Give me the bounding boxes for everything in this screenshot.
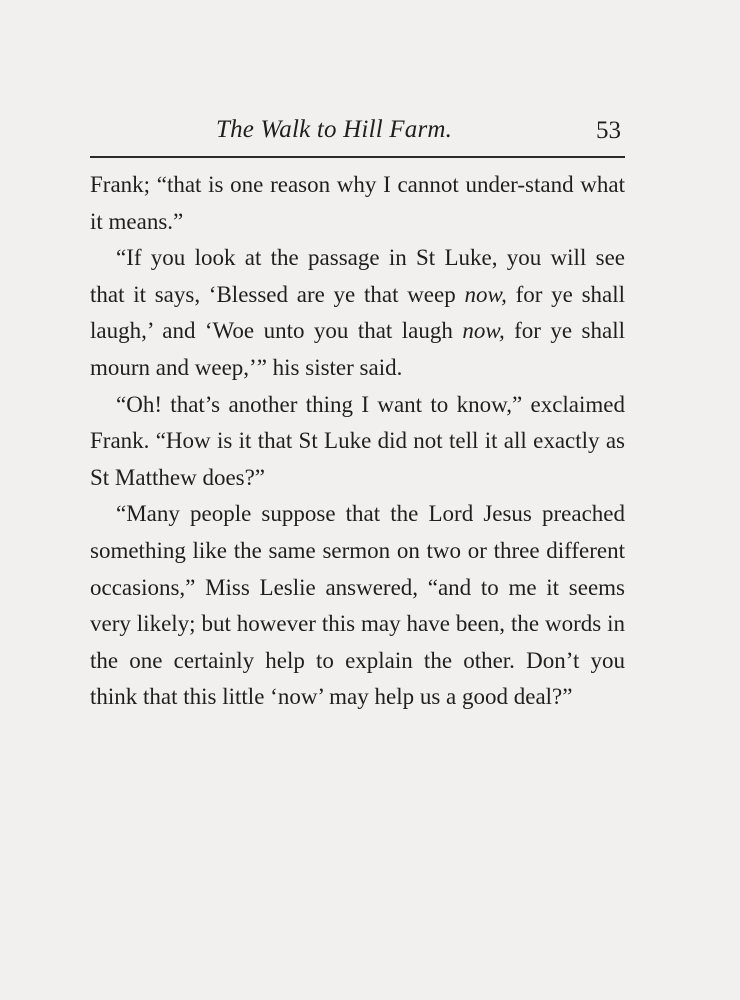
paragraph-3: “Oh! that’s another thing I want to know,” exclaimed Frank. “How is it that St Luke did not tell it all exactly as St Matthew does?” — [90, 391, 625, 490]
paragraph-2-part-b: for ye shall laugh,’ and ‘Woe unto you that laugh — [90, 281, 626, 344]
running-head — [90, 113, 625, 153]
paragraph-4: “Many people suppose that the Lord Jesus preached something like the same sermon on two or three different occasions,” Miss Leslie answered, “and to me it seems very likely; but however this may have been, the words in the one certainly help to explain the other. Don’t you think that this little ‘now’ may help us a good deal?” — [90, 501, 625, 710]
header-rule — [90, 156, 625, 158]
page-number: 53 — [596, 117, 621, 144]
italic-now-1: now, — [464, 281, 507, 307]
paragraph-2-part-a: “If you look at the passage in St Luke, you will see that it says, ‘Blessed are ye that weep — [90, 245, 625, 307]
body-text — [90, 167, 625, 716]
running-head-title: The Walk to Hill Farm. — [216, 116, 453, 143]
paragraph-2 — [90, 240, 625, 386]
italic-now-2: now, — [462, 318, 505, 344]
paragraph-2-part-c: for ye shall mourn and weep,’” his sister said. — [90, 318, 625, 380]
paragraph-1: Frank; “that is one reason why I cannot under-stand what it means.” — [90, 172, 625, 234]
